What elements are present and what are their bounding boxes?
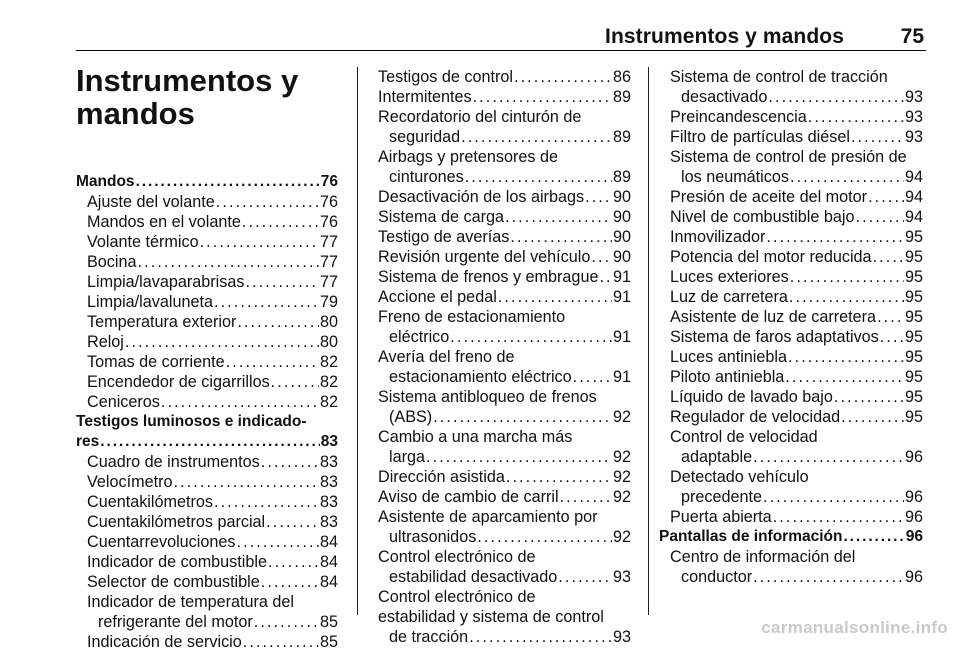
- toc-entry[interactable]: [659, 527, 923, 547]
- toc-entry[interactable]: [659, 467, 923, 507]
- toc-entry-page: 95: [904, 348, 923, 366]
- dot-leader: [216, 192, 319, 212]
- dot-leader: [841, 407, 904, 427]
- toc-entry-title: adaptable: [681, 448, 753, 466]
- dot-leader: [768, 87, 904, 107]
- toc-entry-page: 93: [904, 108, 923, 126]
- toc-entry-page: 83: [319, 453, 338, 471]
- toc-entry[interactable]: [659, 347, 923, 367]
- toc-entry-text-line: Centro de información del: [670, 548, 856, 566]
- toc-entry-title: Limpia/lavaparabrisas: [87, 273, 245, 291]
- toc-entry-title: Ajuste del volante: [87, 193, 215, 211]
- toc-entry-page: 91: [612, 328, 631, 346]
- toc-entry-title: Bocina: [87, 253, 137, 271]
- toc-entry-page: 89: [612, 128, 631, 146]
- dot-leader: [236, 532, 319, 552]
- toc-entry[interactable]: [367, 347, 631, 387]
- toc-entry-page: 91: [612, 368, 631, 386]
- toc-entry-title: Cuentakilómetros parcial: [87, 513, 266, 531]
- toc-entry-title: cinturones: [389, 168, 464, 186]
- toc-entry-page: 95: [904, 368, 923, 386]
- toc-entry[interactable]: [76, 212, 338, 232]
- toc-entry-title: ultrasonidos: [389, 528, 477, 546]
- dot-leader: [477, 527, 612, 547]
- dot-leader: [573, 367, 612, 387]
- toc-entry-title: los neumáticos: [681, 168, 789, 186]
- toc-entry[interactable]: [367, 247, 631, 267]
- toc-entry-page: 95: [904, 408, 923, 426]
- toc-entry[interactable]: [367, 67, 631, 87]
- toc-entry-page: 82: [319, 353, 338, 371]
- toc-entry-title: estabilidad desactivado: [389, 568, 558, 586]
- toc-entry[interactable]: [367, 187, 631, 207]
- toc-entry-title: Testigos de control: [378, 68, 513, 86]
- toc-entry-title: Puerta abierta: [670, 508, 772, 526]
- running-title: Instrumentos y mandos: [605, 25, 844, 48]
- toc-entry[interactable]: [76, 232, 338, 252]
- toc-entry-page: 77: [319, 233, 338, 251]
- toc-entry[interactable]: [659, 387, 923, 407]
- toc-entry-page: 95: [904, 288, 923, 306]
- toc-entry[interactable]: [659, 107, 923, 127]
- dot-leader: [855, 207, 904, 227]
- dot-leader: [266, 512, 319, 532]
- toc-entry[interactable]: [76, 252, 338, 272]
- toc-entry[interactable]: [659, 287, 923, 307]
- toc-entry-title: refrigerante del motor: [98, 613, 253, 631]
- toc-entry-title: Temperatura exterior: [87, 313, 237, 331]
- toc-entry-page: 91: [612, 268, 631, 286]
- dot-leader: [843, 527, 904, 547]
- toc-entry-page: 96: [904, 488, 923, 506]
- toc-entry-title: res: [76, 433, 100, 450]
- toc-entry-page: 83: [320, 433, 338, 450]
- dot-leader: [243, 632, 319, 652]
- toc-entry[interactable]: [367, 87, 631, 107]
- toc-entry-page: 93: [612, 568, 631, 586]
- toc-entry-title: Cuentakilómetros: [87, 493, 213, 511]
- toc-entry-title: seguridad: [389, 128, 461, 146]
- toc-entry-page: 92: [612, 468, 631, 486]
- toc-entry-title: Regulador de velocidad: [670, 408, 841, 426]
- dot-leader: [766, 227, 904, 247]
- toc-entry-page: 85: [319, 633, 338, 651]
- toc-entry-title: eléctrico: [389, 328, 450, 346]
- toc-entry-page: 80: [319, 313, 338, 331]
- toc-entry[interactable]: [659, 147, 923, 187]
- toc-entry-text-line: Control electrónico de: [378, 548, 536, 566]
- toc-entry[interactable]: [76, 452, 338, 472]
- toc-entry-title: Luz de carretera: [670, 288, 788, 306]
- toc-entry[interactable]: [367, 267, 631, 287]
- toc-entry[interactable]: [367, 507, 631, 547]
- toc-entry[interactable]: [659, 67, 923, 107]
- toc-entry-page: 86: [612, 68, 631, 86]
- toc-entry-text-line: Freno de estacionamiento: [378, 308, 566, 326]
- dot-leader: [753, 447, 904, 467]
- toc-entry-page: 80: [319, 333, 338, 351]
- dot-leader: [505, 207, 612, 227]
- toc-entry[interactable]: [76, 192, 338, 212]
- toc-entry-title: Presión de aceite del motor: [670, 188, 868, 206]
- toc-entry-page: 83: [319, 493, 338, 511]
- dot-leader: [506, 467, 612, 487]
- dot-leader: [585, 187, 612, 207]
- toc-entry-page: 96: [905, 528, 923, 545]
- toc-entry-title: Aviso de cambio de carril: [378, 488, 559, 506]
- toc-entry-text-line: Testigos luminosos e indicado-: [76, 413, 307, 430]
- toc-entry[interactable]: [659, 227, 923, 247]
- dot-leader: [473, 87, 612, 107]
- toc-entry-text-line: Sistema de control de presión de: [670, 148, 907, 166]
- dot-leader: [161, 392, 319, 412]
- dot-leader: [261, 572, 319, 592]
- toc-entry-page: 90: [612, 188, 631, 206]
- toc-entry-text-line: Sistema antibloqueo de frenos: [378, 388, 597, 406]
- dot-leader: [808, 107, 904, 127]
- toc-entry-page: 92: [612, 528, 631, 546]
- toc-entry[interactable]: [659, 187, 923, 207]
- toc-entry[interactable]: [367, 487, 631, 507]
- toc-entry-title: Inmovilizador: [670, 228, 766, 246]
- toc-entry[interactable]: [76, 572, 338, 592]
- toc-entry[interactable]: [76, 592, 338, 632]
- dot-leader: [773, 507, 904, 527]
- toc-entry-title: Indicación de servicio: [87, 633, 242, 651]
- page-number: 75: [900, 25, 924, 48]
- toc-entry-title: larga: [389, 448, 425, 466]
- toc-entry-page: 92: [612, 448, 631, 466]
- toc-entry-title: Mandos: [76, 173, 135, 190]
- toc-entry-page: 79: [319, 293, 338, 311]
- dot-leader: [834, 387, 904, 407]
- dot-leader: [789, 287, 904, 307]
- toc-entry-text-line: Asistente de aparcamiento por: [378, 508, 598, 526]
- toc-entry-page: 92: [612, 488, 631, 506]
- toc-entry[interactable]: [76, 492, 338, 512]
- toc-entry[interactable]: [659, 547, 923, 587]
- toc-entry[interactable]: [659, 207, 923, 227]
- dot-leader: [125, 332, 319, 352]
- toc-entry[interactable]: [76, 312, 338, 332]
- toc-entry-title: Preincandescencia: [670, 108, 807, 126]
- toc-entry[interactable]: [76, 472, 338, 492]
- toc-entry-text-line: Detectado vehículo: [670, 468, 809, 486]
- toc-entry-title: Encendedor de cigarrillos: [87, 373, 270, 391]
- toc-entry-page: 76: [319, 193, 338, 211]
- toc-entry-text-line: Control de velocidad: [670, 428, 818, 446]
- toc-entry-text-line: Sistema de control de tracción: [670, 68, 888, 86]
- toc-entry-page: 90: [612, 228, 631, 246]
- dot-leader: [498, 287, 612, 307]
- toc-entry-page: 89: [612, 88, 631, 106]
- toc-entry-page: 94: [904, 188, 923, 206]
- toc-entry-title: Volante térmico: [87, 233, 199, 251]
- toc-entry-title: (ABS): [389, 408, 433, 426]
- toc-entry[interactable]: [367, 227, 631, 247]
- toc-entry-title: Dirección asistida: [378, 468, 505, 486]
- toc-entry-title: precedente: [681, 488, 763, 506]
- toc-entry[interactable]: [76, 512, 338, 532]
- toc-entry-page: 83: [319, 513, 338, 531]
- dot-leader: [261, 452, 319, 472]
- toc-entry[interactable]: [659, 367, 923, 387]
- dot-leader: [510, 227, 612, 247]
- toc-entry-page: 95: [904, 308, 923, 326]
- toc-entry-title: Sistema de faros adaptativos: [670, 328, 879, 346]
- dot-leader: [173, 472, 319, 492]
- toc-entry-title: Accione el pedal: [378, 288, 497, 306]
- toc-entry-page: 96: [904, 448, 923, 466]
- toc-entry-page: 84: [319, 553, 338, 571]
- dot-leader: [450, 327, 612, 347]
- dot-leader: [426, 447, 612, 467]
- toc-entry-page: 84: [319, 573, 338, 591]
- toc-entry[interactable]: [367, 147, 631, 187]
- toc-entry-page: 94: [904, 208, 923, 226]
- toc-entry-title: estacionamiento eléctrico: [389, 368, 572, 386]
- toc-entry-title: Desactivación de los airbags: [378, 188, 585, 206]
- toc-entry-text-line: Recordatorio del cinturón de: [378, 108, 582, 126]
- dot-leader: [790, 267, 904, 287]
- toc-entry-title: conductor: [681, 568, 753, 586]
- toc-entry[interactable]: [76, 412, 338, 452]
- dot-leader: [591, 247, 612, 267]
- toc-entry[interactable]: [659, 267, 923, 287]
- toc-entry-page: 84: [319, 533, 338, 551]
- toc-entry-page: 91: [612, 288, 631, 306]
- toc-entry-page: 76: [320, 173, 338, 190]
- toc-entry-title: Luces antiniebla: [670, 348, 787, 366]
- toc-entry[interactable]: [76, 532, 338, 552]
- toc-entry-page: 90: [612, 248, 631, 266]
- dot-leader: [599, 267, 612, 287]
- toc-entry[interactable]: [367, 387, 631, 427]
- toc-entry-title: Pantallas de información: [659, 528, 843, 545]
- toc-entry[interactable]: [367, 307, 631, 347]
- toc-entry-title: Velocímetro: [87, 473, 173, 491]
- toc-entry[interactable]: [76, 352, 338, 372]
- toc-entry[interactable]: [76, 292, 338, 312]
- toc-entry[interactable]: [76, 272, 338, 292]
- dot-leader: [785, 367, 904, 387]
- dot-leader: [242, 212, 319, 232]
- toc-entry[interactable]: [76, 392, 338, 412]
- dot-leader: [465, 167, 612, 187]
- toc-entry-text-line: Cambio a una marcha más: [378, 428, 573, 446]
- toc-column-3: [659, 67, 923, 587]
- toc-entry[interactable]: [659, 307, 923, 327]
- toc-entry[interactable]: [659, 407, 923, 427]
- toc-entry[interactable]: [659, 427, 923, 467]
- toc-entry-title: desactivado: [681, 88, 768, 106]
- toc-entry-page: 85: [319, 613, 338, 631]
- dot-leader: [763, 487, 904, 507]
- toc-entry-page: 95: [904, 268, 923, 286]
- dot-leader: [245, 272, 319, 292]
- page-header: [0, 0, 960, 52]
- section-title: Instrumentos y mandos: [76, 63, 299, 131]
- toc-entry-title: Tomas de corriente: [87, 353, 225, 371]
- dot-leader: [461, 127, 612, 147]
- toc-entry-page: 92: [612, 408, 631, 426]
- dot-leader: [558, 567, 612, 587]
- toc-entry[interactable]: [76, 552, 338, 572]
- dot-leader: [214, 492, 319, 512]
- dot-leader: [271, 372, 319, 392]
- toc-entry-text-line: Indicador de temperatura del: [87, 593, 294, 611]
- toc-entry[interactable]: [76, 172, 338, 192]
- toc-entry-page: 83: [319, 473, 338, 491]
- toc-entry-title: Limpia/lavaluneta: [87, 293, 213, 311]
- dot-leader: [868, 187, 904, 207]
- toc-entry-page: 93: [904, 88, 923, 106]
- toc-entry-title: Intermitentes: [378, 88, 472, 106]
- dot-leader: [254, 612, 319, 632]
- toc-entry[interactable]: [76, 332, 338, 352]
- toc-entry-title: Cuentarrevoluciones: [87, 533, 236, 551]
- toc-column-2: [367, 67, 631, 647]
- dot-leader: [877, 307, 904, 327]
- toc-entry-title: Reloj: [87, 333, 124, 351]
- header-rule: [76, 50, 926, 51]
- dot-leader: [851, 127, 904, 147]
- toc-entry-title: de tracción: [389, 628, 469, 646]
- toc-entry-title: Indicador de combustible: [87, 553, 267, 571]
- dot-leader: [753, 567, 904, 587]
- toc-entry-page: 93: [904, 128, 923, 146]
- toc-entry[interactable]: [367, 207, 631, 227]
- toc-entry-page: 95: [904, 328, 923, 346]
- watermark: carmanualsonline.info: [761, 618, 948, 637]
- toc-entry-title: Cuadro de instrumentos: [87, 453, 260, 471]
- toc-entry-page: 90: [612, 208, 631, 226]
- toc-entry[interactable]: [367, 467, 631, 487]
- toc-entry-page: 95: [904, 248, 923, 266]
- toc-entry[interactable]: [367, 547, 631, 587]
- dot-leader: [433, 407, 612, 427]
- toc-entry-page: 96: [904, 508, 923, 526]
- toc-entry[interactable]: [76, 372, 338, 392]
- toc-entry-page: 89: [612, 168, 631, 186]
- toc-entry-page: 94: [904, 168, 923, 186]
- dot-leader: [268, 552, 319, 572]
- toc-entry-title: Líquido de lavado bajo: [670, 388, 833, 406]
- toc-entry-page: 95: [904, 228, 923, 246]
- dot-leader: [469, 627, 612, 647]
- toc-entry-text-line: Control electrónico de: [378, 588, 536, 606]
- toc-entry-page: 93: [612, 628, 631, 646]
- toc-entry-text-line: estabilidad y sistema de control: [378, 608, 604, 626]
- dot-leader: [237, 312, 319, 332]
- toc-entry-page: 82: [319, 393, 338, 411]
- toc-entry-title: Sistema de carga: [378, 208, 504, 226]
- dot-leader: [560, 487, 612, 507]
- dot-leader: [514, 67, 612, 87]
- dot-leader: [788, 347, 904, 367]
- dot-leader: [790, 167, 904, 187]
- toc-entry[interactable]: [367, 287, 631, 307]
- toc-entry-title: Luces exteriores: [670, 268, 789, 286]
- toc-entry-page: 77: [319, 253, 338, 271]
- toc-entry-title: Ceniceros: [87, 393, 160, 411]
- dot-leader: [226, 352, 319, 372]
- dot-leader: [214, 292, 319, 312]
- toc-entry-page: 95: [904, 388, 923, 406]
- toc-entry-text-line: Airbags y pretensores de: [378, 148, 558, 166]
- toc-entry-page: 76: [319, 213, 338, 231]
- toc-entry-title: Selector de combustible: [87, 573, 260, 591]
- toc-entry-page: 96: [904, 568, 923, 586]
- toc-entry-title: Piloto antiniebla: [670, 368, 785, 386]
- toc-entry-text-line: Avería del freno de: [378, 348, 515, 366]
- toc-entry-page: 82: [319, 373, 338, 391]
- toc-entry[interactable]: [367, 427, 631, 467]
- dot-leader: [100, 432, 319, 452]
- dot-leader: [200, 232, 319, 252]
- toc-entry[interactable]: [659, 327, 923, 347]
- toc-entry-title: Mandos en el volante: [87, 213, 241, 231]
- toc-entry[interactable]: [659, 247, 923, 267]
- column-divider: [648, 67, 649, 615]
- toc-entry-title: Asistente de luz de carretera: [670, 308, 877, 326]
- toc-entry-page: 77: [319, 273, 338, 291]
- toc-column-1: [76, 172, 338, 652]
- toc-entry[interactable]: [367, 587, 631, 647]
- dot-leader: [880, 327, 904, 347]
- toc-entry-title: Nivel de combustible bajo: [670, 208, 855, 226]
- toc-entry[interactable]: [367, 107, 631, 147]
- toc-entry-title: Sistema de frenos y embrague: [378, 268, 599, 286]
- dot-leader: [136, 172, 320, 192]
- toc-entry[interactable]: [659, 127, 923, 147]
- toc-entry-title: Potencia del motor reducida: [670, 248, 872, 266]
- column-divider: [357, 67, 358, 615]
- toc-entry[interactable]: [76, 632, 338, 652]
- toc-entry-title: Testigo de averías: [378, 228, 510, 246]
- dot-leader: [873, 247, 904, 267]
- toc-entry-title: Revisión urgente del vehículo: [378, 248, 591, 266]
- dot-leader: [138, 252, 319, 272]
- toc-entry-title: Filtro de partículas diésel: [670, 128, 850, 146]
- toc-entry[interactable]: [659, 507, 923, 527]
